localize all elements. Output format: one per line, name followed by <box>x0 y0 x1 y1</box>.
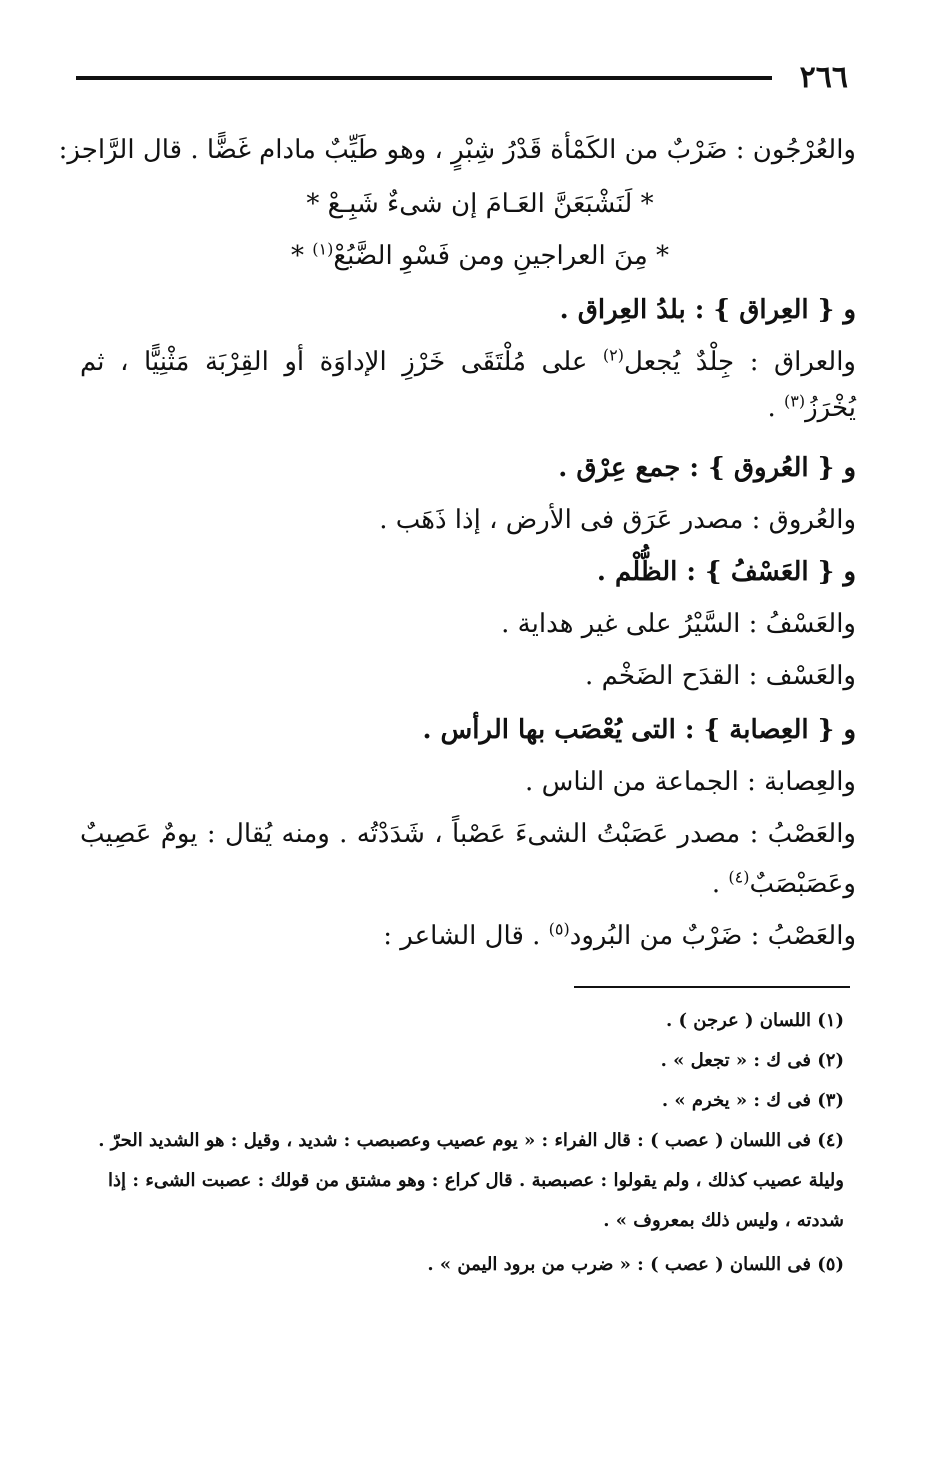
line-text: والعَصْبُ : ضَرْبٌ من البُرود <box>569 921 856 951</box>
entry-line-asf-2 <box>585 656 856 696</box>
entry-line-iraq <box>80 342 856 382</box>
footnote-rule <box>574 986 850 988</box>
footnote-text: (٣) فى ك : « يخرم » . <box>661 1090 844 1111</box>
entry-heading-isaba <box>422 710 856 750</box>
line-text: والعَسْف : القدَح الضَخْم . <box>585 661 856 691</box>
footnote-text: (٤) فى اللسان ( عصب ) : قال الفراء : « يوم عصيب وعصبصب : شديد ، وقيل : هو الشديد الحرّ . <box>98 1130 844 1151</box>
line-text: و { العَسْفُ } : الظُّلْم . <box>596 557 856 587</box>
line-text: والعَصْبُ : مصدر عَصَبْتُ الشىءَ عَصْباً ، شَدَدْتُه . ومنه يُقال : يومٌ عَصِيبٌ <box>80 819 856 849</box>
entry-line-urjun <box>58 130 856 170</box>
verse-line-1 <box>250 184 710 224</box>
line-end: . <box>711 869 729 899</box>
entry-heading-iraq <box>560 290 856 330</box>
verse-text: * مِنَ العراجينِ ومن فَسْوِ الضَّبُعْ <box>333 241 670 271</box>
footnote-text: وليلة عصيب كذلك ، ولم يقولوا : عصبصبة . قال كراع : وهو مشتق من قولك : عصبت الشىء : إذا <box>108 1170 844 1191</box>
entry-heading-asf <box>597 552 856 592</box>
footnote-text: (١) اللسان ( عرجن ) . <box>665 1010 844 1031</box>
footnote-ref: (١) <box>312 239 334 259</box>
footnote-4-line-2 <box>108 1166 844 1196</box>
footnote-text: (٥) فى اللسان ( عصب ) : « ضرب من برود اليمن » . <box>427 1254 844 1275</box>
line-text-rest: . قال الشاعر : <box>383 921 549 951</box>
line-text: يُخْرَزُ <box>805 393 856 423</box>
entry-line-uruq <box>379 500 856 540</box>
line-text: والعُرْجُون : ضَرْبٌ من الكَمْأة قَدْرُ شِبْرٍ ، وهو طَيِّبٌ مادام غَضًّا . قال الرَّاجز: <box>58 135 856 165</box>
line-text: والعُروق : مصدر عَرَق فى الأرض ، إذا ذَهَب . <box>379 505 856 535</box>
footnote-ref: (٢) <box>602 345 624 365</box>
footnote-3 <box>662 1086 844 1116</box>
footnote-text: شددته ، وليس ذلك بمعروف » . <box>603 1210 844 1231</box>
line-text: و { العُروق } : جمع عِرْق . <box>558 453 856 483</box>
entry-heading-uruq <box>558 448 856 488</box>
line-end: . <box>767 393 784 423</box>
line-text: و { العِصابة } : التى يُعْصَب بها الرأس . <box>422 715 856 745</box>
page-number: ٢٦٦ <box>799 60 848 95</box>
entry-line-asb-2 <box>383 916 856 956</box>
footnote-text: (٢) فى ك : « تجعل » . <box>660 1050 844 1071</box>
entry-line-isaba <box>525 762 856 802</box>
entry-line-asb-1 <box>80 814 856 854</box>
entry-line-asb-1-cont <box>712 864 856 904</box>
verse-end: * <box>290 241 313 271</box>
footnote-1 <box>666 1006 844 1036</box>
line-text: والعِصابة : الجماعة من الناس . <box>525 767 856 797</box>
footnote-2 <box>661 1046 844 1076</box>
footnote-5 <box>427 1250 844 1280</box>
line-text: والعَسْفُ : السَّيْرُ على غير هداية . <box>501 609 856 639</box>
line-text: و { العِراق } : بلدُ العِراق . <box>559 295 856 325</box>
line-text: وعَصَبْصَبٌ <box>749 869 856 899</box>
line-text: والعراق : جِلْدٌ يُجعل <box>624 347 856 377</box>
line-text-rest: على مُلْتَقَى خَرْزِ الإداوَة أو القِرْبَة مَثْنِيًّا ، ثم <box>80 347 603 377</box>
footnote-ref: (٤) <box>728 867 750 887</box>
footnote-4-line-3 <box>603 1206 844 1236</box>
entry-line-asf-1 <box>501 604 856 644</box>
verse-text: * لَنَشْبَعَنَّ العَـامَ إن شىءٌ شَبِـعْ * <box>306 189 654 219</box>
verse-line-2 <box>250 236 710 276</box>
entry-line-iraq-cont <box>767 388 856 428</box>
header-rule <box>76 76 772 80</box>
footnote-ref: (٣) <box>783 391 806 411</box>
footnote-ref: (٥) <box>548 919 570 939</box>
footnote-4-line-1 <box>98 1126 844 1156</box>
